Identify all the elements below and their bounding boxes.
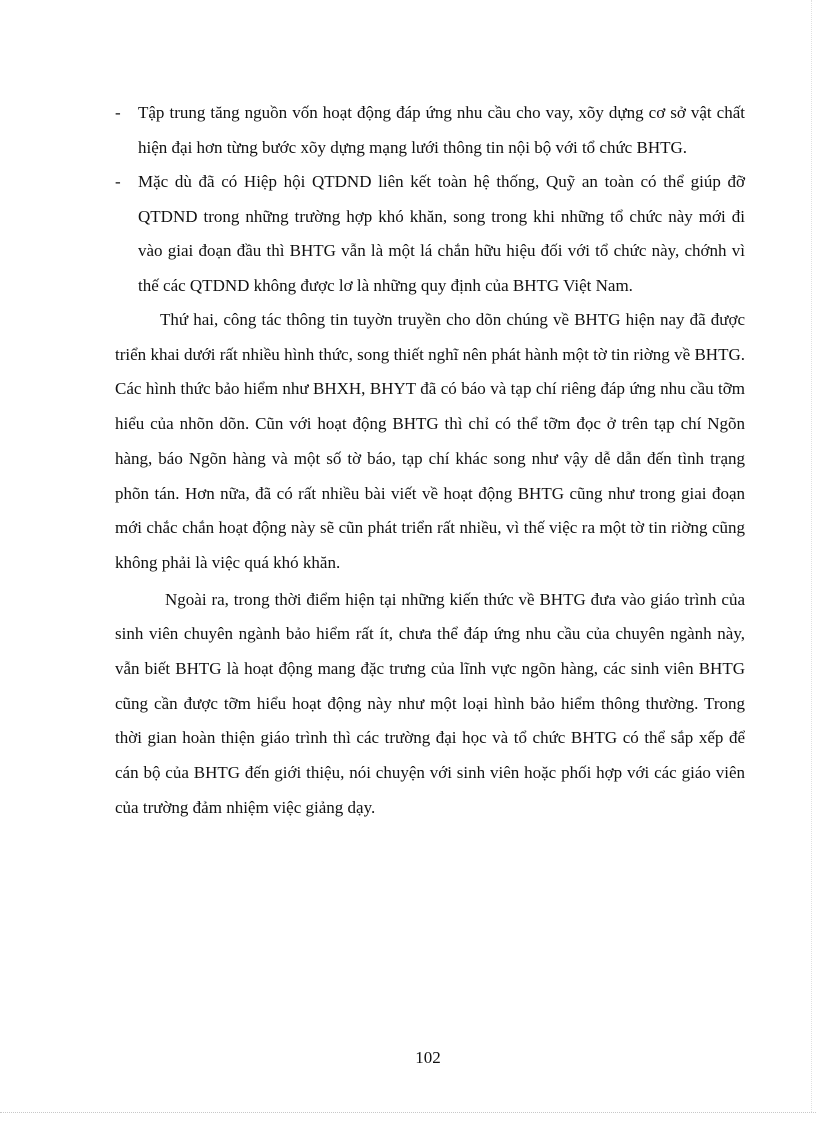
bullet-text: Mặc dù đã có Hiệp hội QTDND liên kết toàn hệ thống, Quỹ an toàn có thể giúp đỡ QTDND trong những trường hợp khó khăn, song trong khi những tổ chức này mới đi vào giai đoạn đầu thì BHTG vẫn là một lá chắn hữu hiệu đối với tổ chức này, chớnh vì thế các QTDND không được lơ là những quy định của BHTG Việt Nam. bbox=[138, 172, 745, 295]
footer-divider bbox=[0, 1112, 816, 1113]
bullet-marker: - bbox=[115, 172, 121, 191]
bullet-text: Tập trung tăng nguồn vốn hoạt động đáp ứng nhu cầu cho vay, xõy dựng cơ sở vật chất hiện đại hơn từng bước xõy dựng mạng lưới thông tin nội bộ với tổ chức BHTG. bbox=[138, 103, 745, 157]
bullet-marker: - bbox=[115, 103, 121, 122]
bullet-item bbox=[115, 96, 745, 165]
page-number: 102 bbox=[415, 1048, 441, 1067]
paragraph: Thứ hai, công tác thông tin tuyờn truyền cho dõn chúng về BHTG hiện nay đã được triển khai dưới rất nhiều hình thức, song thiết nghĩ nên phát hành một tờ tin riờng về BHTG. Các hình thức bảo hiểm như BHXH, BHYT đã có báo và tạp chí riêng đáp ứng nhu cầu tỡm hiểu của nhõn dõn. Cũn với hoạt động BHTG thì chỉ có thể tỡm đọc ở trên tạp chí Ngõn hàng, báo Ngõn hàng và một số tờ báo, tạp chí khác song như vậy dễ dẫn đến tình trạng phõn tán. Hơn nữa, đã có rất nhiều bài viết về hoạt động BHTG cũng như trong giai đoạn mới chắc chắn hoạt động này sẽ cũn phát triển rất nhiều, vì thế việc ra một tờ tin riờng cũng không phải là việc quá khó khăn. bbox=[115, 310, 745, 572]
paragraph: Ngoài ra, trong thời điểm hiện tại những kiến thức về BHTG đưa vào giáo trình của sinh viên chuyên ngành bảo hiểm rất ít, chưa thể đáp ứng nhu cầu của chuyên ngành này, vẫn biết BHTG là hoạt động mang đặc trưng của lĩnh vực ngõn hàng, các sinh viên BHTG cũng cần được tỡm hiểu hoạt động này như một loại hình bảo hiểm thông thường. Trong thời gian hoàn thiện giáo trình thì các trường đại học và tổ chức BHTG có thể sắp xếp để cán bộ của BHTG đến giới thiệu, nói chuyện với sinh viên hoặc phối hợp với các giáo viên của trường đảm nhiệm việc giảng dạy. bbox=[115, 589, 745, 817]
bullet-item bbox=[115, 165, 745, 303]
body-text bbox=[115, 96, 745, 826]
margin-divider bbox=[811, 0, 812, 1112]
